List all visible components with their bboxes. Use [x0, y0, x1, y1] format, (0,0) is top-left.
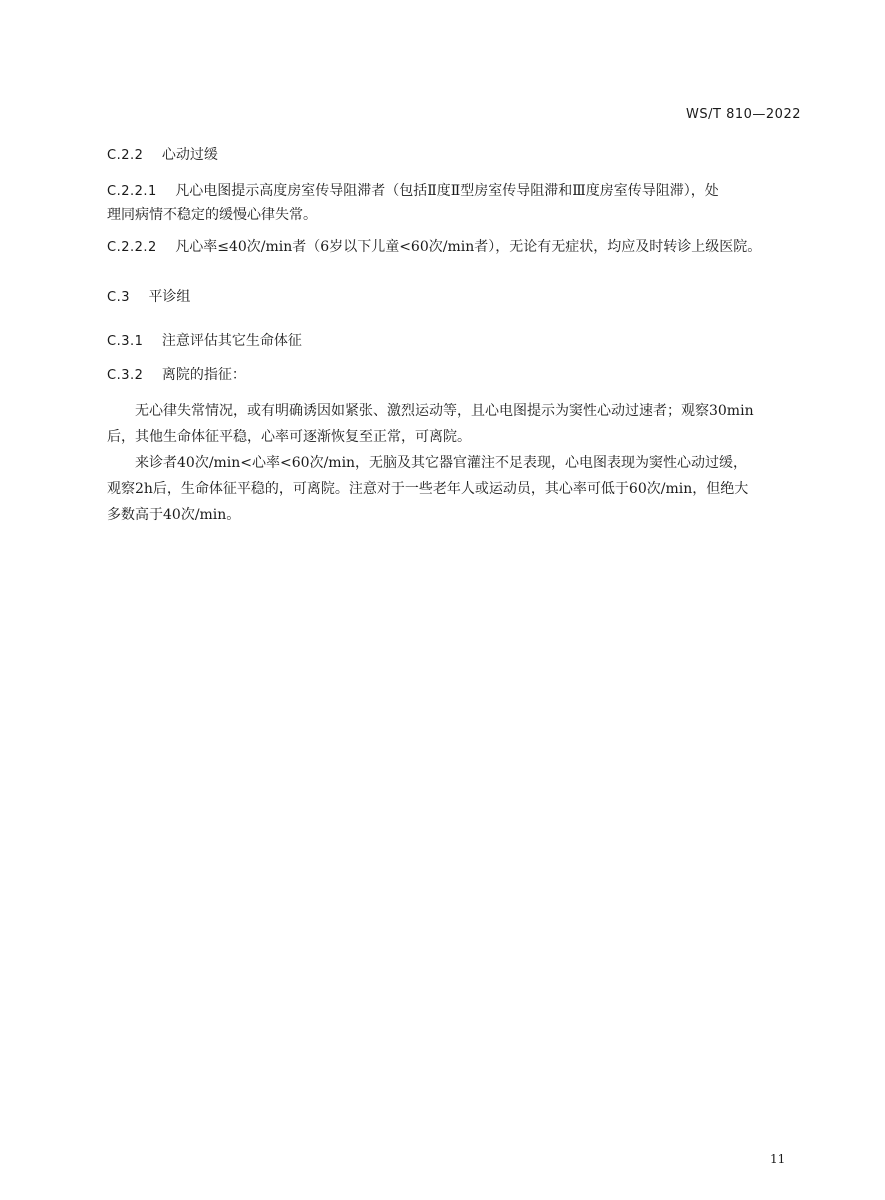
discharge-criteria — [107, 398, 807, 528]
paragraph-line: 无心律失常情况，或有明确诱因如紧张、激烈运动等，且心电图提示为窦性心动过速者；观察30min — [135, 403, 754, 419]
section-text: 离院的指征： — [161, 367, 246, 383]
section-c32 — [107, 362, 807, 389]
section-number: C.3.1 — [107, 334, 144, 349]
section-c3-heading — [107, 284, 807, 311]
paragraph-line: 观察2h后，生命体征平稳的，可离院。注意对于一些老年人或运动员，其心率可低于60次/min，但绝大 — [107, 481, 749, 497]
paragraph-line: 多数高于40次/min。 — [107, 507, 241, 523]
section-number: C.2.2.2 — [107, 240, 157, 255]
paragraph-line: 来诊者40次/min<心率<60次/min，无脑及其它器官灌注不足表现，心电图表现为窦性心动过缓， — [135, 455, 748, 471]
standard-code: WS/T 810—2022 — [686, 107, 801, 122]
section-number: C.3.2 — [107, 368, 144, 383]
section-text: 注意评估其它生命体征 — [161, 333, 302, 349]
section-title: 平诊组 — [148, 289, 191, 305]
section-text: 凡心电图提示高度房室传导阻滞者（包括Ⅱ度Ⅱ型房室传导阻滞和Ⅲ度房室传导阻滞），处 — [175, 183, 719, 199]
section-title: 心动过缓 — [161, 147, 218, 163]
section-number: C.2.2.1 — [107, 184, 157, 199]
section-c2221-line2: 理同病情不稳定的缓慢心律失常。 — [107, 207, 317, 223]
section-c222-heading — [107, 142, 807, 169]
section-c31 — [107, 328, 807, 355]
section-c2221-line1 — [107, 178, 807, 205]
section-text: 凡心率≤40次/min者（6岁以下儿童<60次/min者），无论有无症状，均应及时转诊上级医院。 — [175, 239, 762, 255]
section-number: C.2.2 — [107, 148, 144, 163]
section-c2222 — [107, 234, 807, 261]
page-number: 11 — [770, 1152, 786, 1166]
section-number: C.3 — [107, 290, 130, 305]
paragraph-line: 后，其他生命体征平稳，心率可逐渐恢复至正常，可离院。 — [107, 429, 471, 445]
